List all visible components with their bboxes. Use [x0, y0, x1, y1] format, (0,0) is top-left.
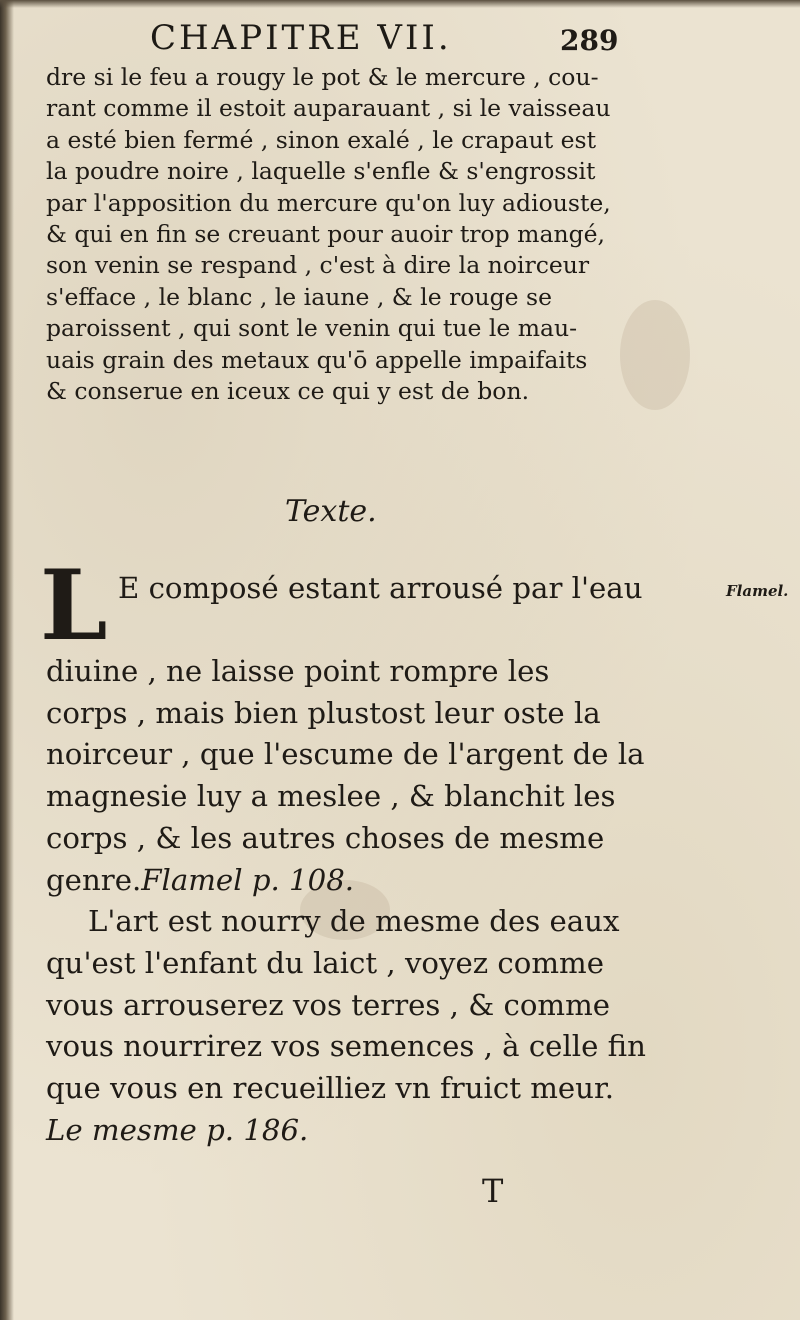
text-fragment: genre.: [46, 862, 142, 897]
page-gutter-shadow: [0, 0, 14, 1320]
text-line: dre si le feu a rougy le pot & le mercure , cou-: [46, 63, 599, 91]
margin-note: Flamel.: [726, 582, 789, 600]
text-line: corps , mais bien plustost leur oste la: [46, 695, 601, 730]
text-line: la poudre noire , laquelle s'enfle & s'engrossit: [46, 157, 596, 186]
text-line: rant comme il estoit auparauant , si le vaisseau: [46, 94, 611, 123]
text-line: que vous en recueilliez vn fruict meur.: [46, 1071, 614, 1106]
text-line: qu'est l'enfant du laict , voyez comme: [46, 945, 604, 980]
drop-cap: L: [40, 549, 108, 662]
text-line: & qui en fin se creuant pour auoir trop mangé,: [46, 220, 606, 249]
running-head: CHAPITRE VII.: [150, 18, 452, 58]
paragraph-first-line: E composé estant arrousé par l'eau: [118, 571, 643, 605]
page-number: 289: [560, 24, 619, 57]
paragraph-quotation: [46, 651, 646, 1151]
text-line: & conserue en iceux ce qui y est de bon.: [46, 377, 530, 406]
text-line: a esté bien fermé , sinon exalé , le crapaut est: [46, 125, 597, 154]
text-line: diuine , ne laisse point rompre les: [46, 654, 550, 688]
text-line: paroissent , qui sont le venin qui tue le mau-: [46, 314, 578, 343]
catchword: T: [482, 1172, 504, 1210]
text-line: corps , & les autres choses de mesme: [46, 820, 605, 855]
text-line: vous nourrirez vos semences , à celle fin: [46, 1029, 646, 1064]
text-line: uais grain des metaux qu'ō appelle impaifaits: [46, 345, 588, 374]
paper-stain: [620, 300, 690, 410]
citation: Le mesme p. 186.: [46, 1112, 309, 1147]
text-line: L'art est nourry de mesme des eaux: [88, 904, 620, 939]
text-line-with-citation: [46, 860, 646, 902]
section-heading: Texte.: [285, 494, 377, 529]
text-line: par l'apposition du mercure qu'on luy adiouste,: [46, 188, 611, 217]
text-line: vous arrouserez vos terres , & comme: [46, 987, 611, 1022]
text-line: noirceur , que l'escume de l'argent de la: [46, 737, 645, 772]
text-line: son venin se respand , c'est à dire la noirceur: [46, 251, 590, 280]
paragraph-continuation: [46, 62, 611, 407]
text-line: magnesie luy a meslee , & blanchit les: [46, 779, 616, 814]
text-line: s'efface , le blanc , le iaune , & le rouge se: [46, 282, 552, 311]
page-top-edge: [0, 0, 800, 8]
citation: Flamel p. 108.: [141, 862, 355, 897]
